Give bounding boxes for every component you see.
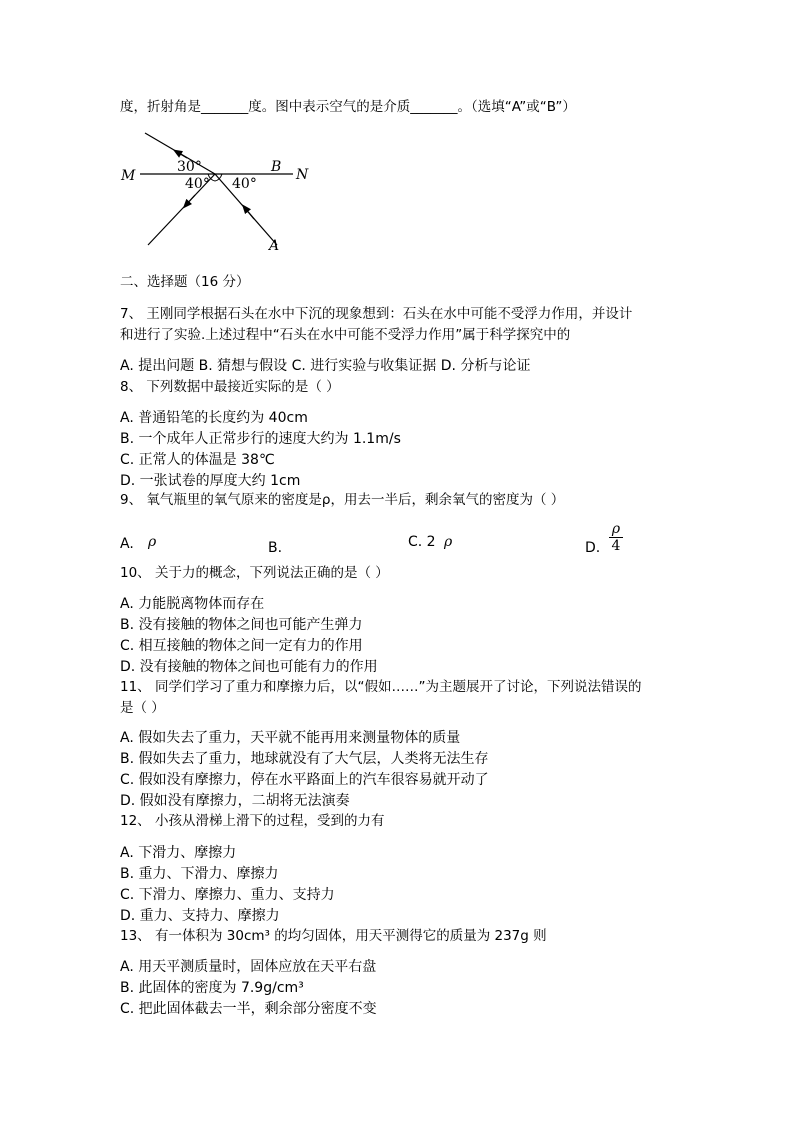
q11-option-c: C. 假如没有摩擦力，停在水平路面上的汽车很容易就开动了 — [120, 772, 489, 788]
angle-top-label: 30° — [177, 159, 202, 175]
q10-option-c: C. 相互接触的物体之间一定有力的作用 — [120, 638, 363, 654]
q11-line1: 11、 同学们学习了重力和摩擦力后，以“假如……”为主题展开了讨论，下列说法错误的 — [120, 679, 642, 695]
q8-option-d: D. 一张试卷的厚度大约 1cm — [120, 473, 301, 489]
angle-right-label: 40° — [232, 176, 257, 192]
fraction-denominator: 4 — [611, 538, 621, 554]
q11-option-b: B. 假如失去了重力，地球就没有了大气层，人类将无法生存 — [120, 751, 489, 767]
q12-option-d: D. 重力、支持力、摩擦力 — [120, 908, 280, 924]
label-m: M — [121, 168, 136, 184]
q13-option-b: B. 此固体的密度为 7.9g/cm³ — [120, 980, 304, 996]
q9-option-c-label: C. 2 — [408, 534, 436, 550]
q9-stem: 9、 氧气瓶里的氧气原来的密度是ρ，用去一半后，剩余氧气的密度为（ ） — [120, 492, 565, 508]
fraction-numerator: ρ — [611, 521, 621, 537]
q8-option-c: C. 正常人的体温是 38℃ — [120, 452, 275, 468]
q10-option-a: A. 力能脱离物体而存在 — [120, 596, 265, 612]
q12-option-c: C. 下滑力、摩擦力、重力、支持力 — [120, 887, 335, 903]
q13-option-a: A. 用天平测质量时，固体应放在天平右盘 — [120, 959, 377, 975]
q13-option-c: C. 把此固体截去一半，剩余部分密度不变 — [120, 1001, 377, 1017]
section-title: 二、选择题（16 分） — [120, 274, 250, 290]
q12-option-a: A. 下滑力、摩擦力 — [120, 845, 237, 861]
label-a: A — [269, 238, 280, 252]
q9-option-c-expr: ρ — [444, 534, 453, 550]
q8-stem: 8、 下列数据中最接近实际的是（ ） — [120, 379, 340, 395]
q8-option-b: B. 一个成年人正常步行的速度大约为 1.1m/s — [120, 431, 401, 447]
q11-line2: 是（ ） — [120, 700, 165, 716]
intro-line: 度，折射角是_______度。图中表示空气的是介质_______。（选填“A”或“B”） — [120, 99, 576, 115]
q9-option-a-expr: ρ — [148, 534, 157, 550]
angle-left-label: 40° — [185, 176, 210, 192]
q8-option-a: A. 普通铅笔的长度约为 40cm — [120, 410, 308, 426]
q7-line2: 和进行了实验.上述过程中“石头在水中可能不受浮力作用”属于科学探究中的 — [120, 327, 571, 343]
q11-option-a: A. 假如失去了重力，天平就不能再用来测量物体的质量 — [120, 730, 461, 746]
q12-option-b: B. 重力、下滑力、摩擦力 — [120, 866, 279, 882]
q10-option-b: B. 没有接触的物体之间也可能产生弹力 — [120, 617, 363, 633]
q12-stem: 12、 小孩从滑梯上滑下的过程，受到的力有 — [120, 813, 385, 829]
q7-options: A. 提出问题 B. 猜想与假设 C. 进行实验与收集证据 D. 分析与论证 — [120, 358, 531, 374]
refraction-figure — [115, 130, 315, 252]
q7-line1: 7、 王刚同学根据石头在水中下沉的现象想到：石头在水中可能不受浮力作用，并设计 — [120, 306, 633, 322]
q13-stem: 13、 有一体积为 30cm³ 的均匀固体，用天平测得它的质量为 237g 则 — [120, 928, 547, 944]
label-b: B — [271, 159, 282, 175]
q10-option-d: D. 没有接触的物体之间也可能有力的作用 — [120, 659, 378, 675]
label-n: N — [296, 167, 309, 183]
q9-option-a-label: A. — [120, 536, 134, 552]
q9-option-d-label: D. — [585, 540, 601, 556]
q11-option-d: D. 假如没有摩擦力，二胡将无法演奏 — [120, 793, 350, 809]
q9-option-b-label: B. — [268, 540, 283, 556]
q10-stem: 10、 关于力的概念，下列说法正确的是（ ） — [120, 565, 389, 581]
q9-option-d-fraction — [609, 522, 623, 553]
